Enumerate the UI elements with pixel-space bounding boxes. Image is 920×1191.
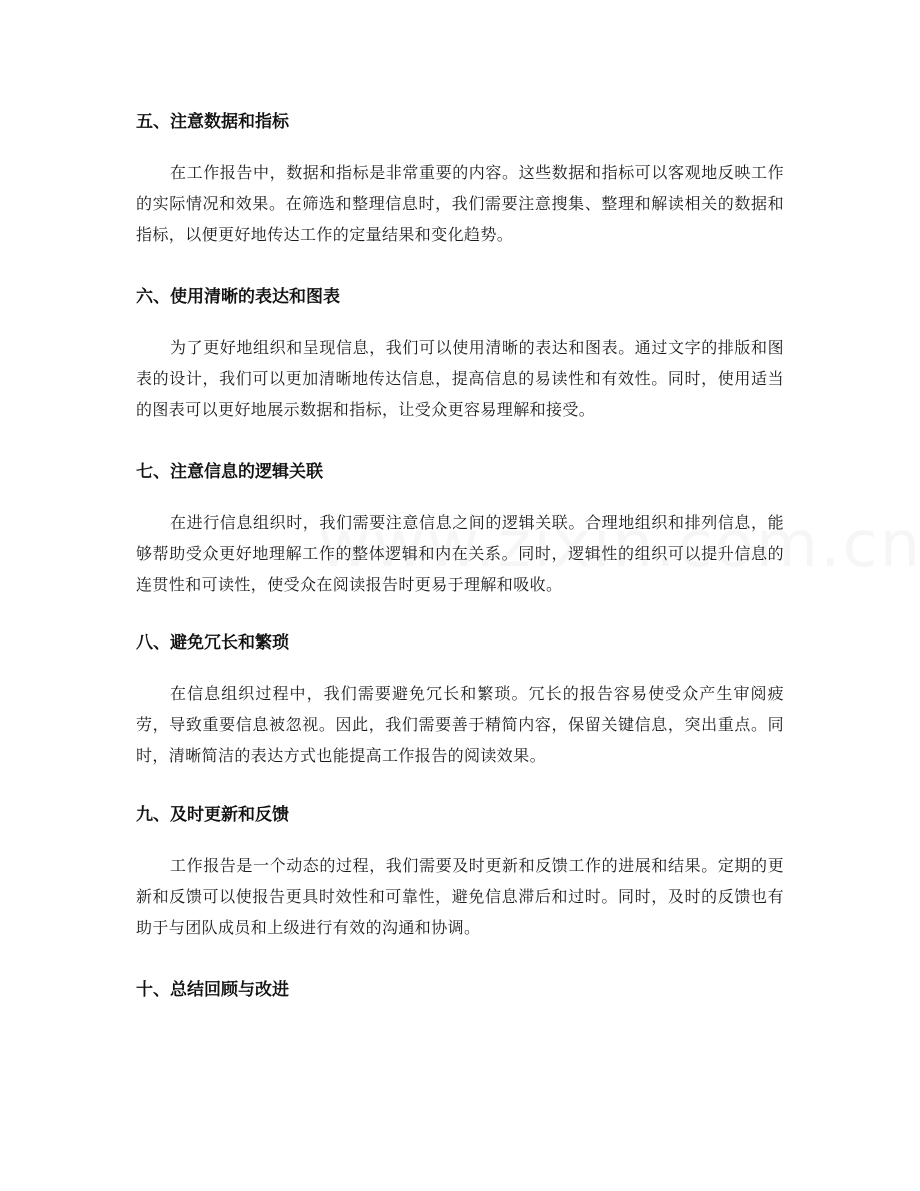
section-paragraph: 工作报告是一个动态的过程，我们需要及时更新和反馈工作的进展和结果。定期的更新和反馈可以使报告更具时效性和可靠性，避免信息滞后和过时。同时，及时的反馈也有助于与团队成员和上级进行有效的沟通和协调。: [136, 856, 784, 937]
section-heading: 八、避免冗长和繁琐: [136, 633, 289, 653]
section-paragraph: 在信息组织过程中，我们需要避免冗长和繁琐。冗长的报告容易使受众产生审阅疲劳，导致重要信息被忽视。因此，我们需要善于精简内容，保留关键信息，突出重点。同时，清晰简洁的表达方式也能提高工作报告的阅读效果。: [136, 684, 784, 765]
section-heading: 五、注意数据和指标: [136, 112, 289, 132]
section-paragraph: 在进行信息组织时，我们需要注意信息之间的逻辑关联。合理地组织和排列信息，能够帮助受众更好地理解工作的整体逻辑和内在关系。同时，逻辑性的组织可以提升信息的连贯性和可读性，使受众在阅读报告时更易于理解和吸收。: [136, 513, 784, 594]
section-paragraph: 为了更好地组织和呈现信息，我们可以使用清晰的表达和图表。通过文字的排版和图表的设计，我们可以更加清晰地传达信息，提高信息的易读性和有效性。同时，使用适当的图表可以更好地展示数据和指标，让受众更容易理解和接受。: [136, 338, 784, 419]
section-heading: 十、总结回顾与改进: [136, 980, 289, 1000]
section-heading: 七、注意信息的逻辑关联: [136, 462, 323, 482]
section-heading: 九、及时更新和反馈: [136, 805, 289, 825]
section-paragraph: 在工作报告中，数据和指标是非常重要的内容。这些数据和指标可以客观地反映工作的实际情况和效果。在筛选和整理信息时，我们需要注意搜集、整理和解读相关的数据和指标，以便更好地传达工作的定量结果和变化趋势。: [136, 163, 784, 244]
section-heading: 六、使用清晰的表达和图表: [136, 287, 340, 307]
